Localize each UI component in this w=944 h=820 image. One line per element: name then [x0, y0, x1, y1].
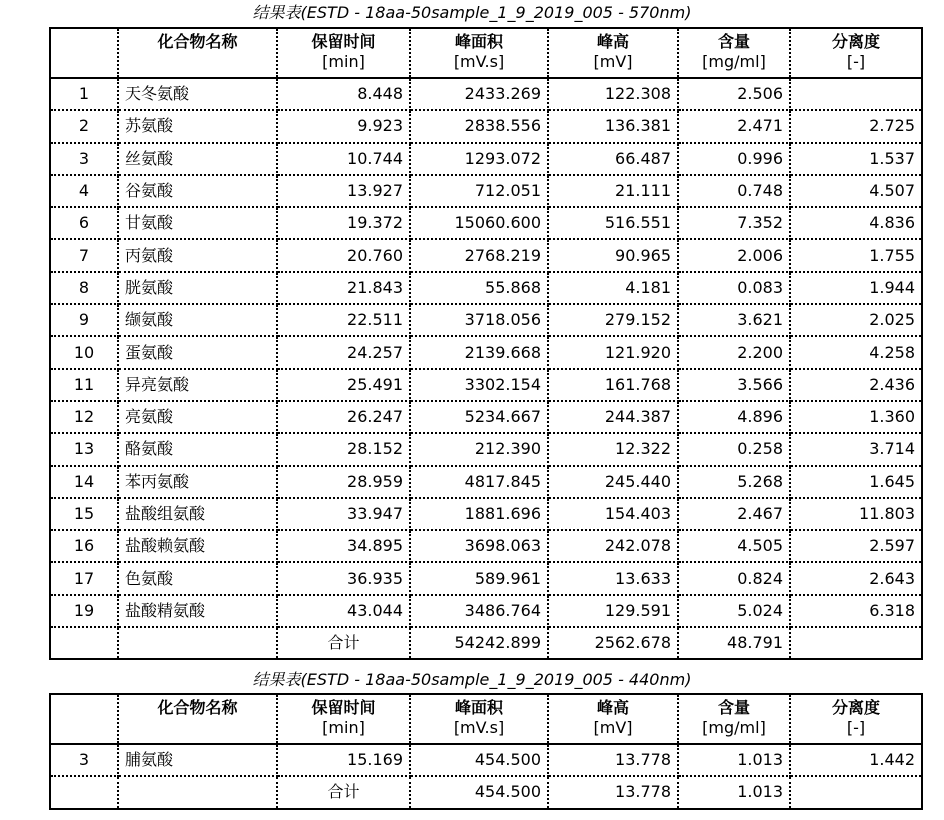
cell-resolution: 1.360 — [790, 401, 922, 433]
cell-retention-time: 21.843 — [277, 272, 410, 304]
cell-amount: 2.467 — [678, 498, 790, 530]
cell-peak-height: 21.111 — [548, 175, 678, 207]
cell-peak-height: 13.778 — [548, 744, 678, 776]
cell-amount: 4.896 — [678, 401, 790, 433]
cell-index: 11 — [50, 369, 118, 401]
table-row — [50, 207, 922, 239]
cell-peak-height: 136.381 — [548, 110, 678, 142]
table-row — [50, 304, 922, 336]
cell-resolution: 4.507 — [790, 175, 922, 207]
total-amount: 1.013 — [678, 776, 790, 808]
header-row — [50, 28, 922, 78]
cell-peak-height: 121.920 — [548, 336, 678, 368]
cell-compound-name: 缬氨酸 — [118, 304, 277, 336]
cell-peak-height: 122.308 — [548, 78, 678, 110]
cell-peak-height: 12.322 — [548, 433, 678, 465]
cell-peak-height: 4.181 — [548, 272, 678, 304]
cell-compound-name: 苏氨酸 — [118, 110, 277, 142]
cell-compound-name: 盐酸组氨酸 — [118, 498, 277, 530]
cell-peak-area: 3302.154 — [410, 369, 548, 401]
total-row — [50, 776, 922, 808]
cell-amount: 0.996 — [678, 143, 790, 175]
cell-resolution: 3.714 — [790, 433, 922, 465]
cell-compound-name: 甘氨酸 — [118, 207, 277, 239]
cell-resolution: 4.258 — [790, 336, 922, 368]
cell-compound-name: 盐酸赖氨酸 — [118, 530, 277, 562]
cell-amount: 2.471 — [678, 110, 790, 142]
cell-compound-name: 色氨酸 — [118, 562, 277, 594]
total-amount: 48.791 — [678, 627, 790, 659]
cell-retention-time: 15.169 — [277, 744, 410, 776]
cell-peak-height: 161.768 — [548, 369, 678, 401]
cell-peak-area: 4817.845 — [410, 466, 548, 498]
cell-index: 7 — [50, 239, 118, 271]
cell-resolution: 2.597 — [790, 530, 922, 562]
total-peak-height: 2562.678 — [548, 627, 678, 659]
header-peak-height: 峰高 [mV] — [548, 694, 678, 744]
table-row — [50, 78, 922, 110]
cell-peak-height: 516.551 — [548, 207, 678, 239]
cell-retention-time: 13.927 — [277, 175, 410, 207]
header-resolution: 分离度 [-] — [790, 28, 922, 78]
cell-amount: 2.006 — [678, 239, 790, 271]
cell-peak-height: 154.403 — [548, 498, 678, 530]
cell-retention-time: 10.744 — [277, 143, 410, 175]
cell-resolution — [790, 776, 922, 808]
table-row — [50, 498, 922, 530]
total-peak-area: 454.500 — [410, 776, 548, 808]
cell-amount: 5.268 — [678, 466, 790, 498]
header-retention-time: 保留时间 [min] — [277, 28, 410, 78]
table-row — [50, 530, 922, 562]
header-peak-area: 峰面积 [mV.s] — [410, 28, 548, 78]
cell-peak-area: 5234.667 — [410, 401, 548, 433]
table-row — [50, 595, 922, 627]
cell-peak-area: 3486.764 — [410, 595, 548, 627]
cell-peak-area: 55.868 — [410, 272, 548, 304]
header-compound-name: 化合物名称 — [118, 694, 277, 744]
header-retention-time: 保留时间 [min] — [277, 694, 410, 744]
cell-compound-name: 胱氨酸 — [118, 272, 277, 304]
cell-compound-name: 天冬氨酸 — [118, 78, 277, 110]
cell-index: 2 — [50, 110, 118, 142]
cell-peak-area: 1881.696 — [410, 498, 548, 530]
table-row — [50, 562, 922, 594]
header-resolution: 分离度 [-] — [790, 694, 922, 744]
cell-peak-height: 242.078 — [548, 530, 678, 562]
table-row — [50, 744, 922, 776]
total-row — [50, 627, 922, 659]
table1-body — [50, 78, 922, 659]
table-row — [50, 110, 922, 142]
cell-compound-name: 亮氨酸 — [118, 401, 277, 433]
cell-amount: 2.200 — [678, 336, 790, 368]
cell-amount: 5.024 — [678, 595, 790, 627]
results-table-570nm — [49, 27, 923, 660]
cell-resolution: 1.944 — [790, 272, 922, 304]
cell-retention-time: 26.247 — [277, 401, 410, 433]
cell-amount: 7.352 — [678, 207, 790, 239]
cell-compound-name — [118, 776, 277, 808]
header-amount: 含量 [mg/ml] — [678, 28, 790, 78]
table-row — [50, 175, 922, 207]
cell-compound-name: 谷氨酸 — [118, 175, 277, 207]
cell-retention-time: 25.491 — [277, 369, 410, 401]
cell-amount: 0.258 — [678, 433, 790, 465]
cell-resolution: 4.836 — [790, 207, 922, 239]
cell-peak-area: 712.051 — [410, 175, 548, 207]
table2-body — [50, 744, 922, 809]
cell-amount: 4.505 — [678, 530, 790, 562]
cell-peak-area: 15060.600 — [410, 207, 548, 239]
cell-compound-name: 丙氨酸 — [118, 239, 277, 271]
cell-index: 6 — [50, 207, 118, 239]
cell-compound-name: 丝氨酸 — [118, 143, 277, 175]
cell-index: 12 — [50, 401, 118, 433]
cell-compound-name: 蛋氨酸 — [118, 336, 277, 368]
cell-retention-time: 33.947 — [277, 498, 410, 530]
header-peak-height: 峰高 [mV] — [548, 28, 678, 78]
cell-peak-area: 2838.556 — [410, 110, 548, 142]
cell-resolution: 2.725 — [790, 110, 922, 142]
cell-resolution: 1.645 — [790, 466, 922, 498]
cell-resolution: 2.436 — [790, 369, 922, 401]
cell-retention-time: 9.923 — [277, 110, 410, 142]
cell-retention-time: 8.448 — [277, 78, 410, 110]
cell-compound-name: 异亮氨酸 — [118, 369, 277, 401]
cell-retention-time: 28.152 — [277, 433, 410, 465]
table-row — [50, 401, 922, 433]
cell-peak-area: 212.390 — [410, 433, 548, 465]
cell-amount: 3.621 — [678, 304, 790, 336]
table-row — [50, 369, 922, 401]
cell-resolution: 6.318 — [790, 595, 922, 627]
cell-retention-time: 19.372 — [277, 207, 410, 239]
cell-retention-time: 22.511 — [277, 304, 410, 336]
cell-peak-area: 1293.072 — [410, 143, 548, 175]
total-peak-area: 54242.899 — [410, 627, 548, 659]
header-compound-name: 化合物名称 — [118, 28, 277, 78]
cell-index: 19 — [50, 595, 118, 627]
header-index — [50, 694, 118, 744]
cell-index: 14 — [50, 466, 118, 498]
header-amount: 含量 [mg/ml] — [678, 694, 790, 744]
cell-peak-height: 66.487 — [548, 143, 678, 175]
cell-index: 1 — [50, 78, 118, 110]
cell-resolution: 1.537 — [790, 143, 922, 175]
cell-index: 10 — [50, 336, 118, 368]
cell-compound-name: 苯丙氨酸 — [118, 466, 277, 498]
cell-peak-height: 279.152 — [548, 304, 678, 336]
table-row — [50, 336, 922, 368]
header-peak-area: 峰面积 [mV.s] — [410, 694, 548, 744]
cell-index: 3 — [50, 143, 118, 175]
cell-peak-area: 2433.269 — [410, 78, 548, 110]
table1-caption: 结果表(ESTD - 18aa-50sample_1_9_2019_005 - 570nm) — [252, 3, 692, 22]
cell-index: 15 — [50, 498, 118, 530]
cell-resolution: 11.803 — [790, 498, 922, 530]
cell-index: 8 — [50, 272, 118, 304]
cell-resolution: 1.442 — [790, 744, 922, 776]
total-label: 合计 — [277, 776, 410, 808]
table-row — [50, 433, 922, 465]
table-row — [50, 239, 922, 271]
cell-peak-area: 3698.063 — [410, 530, 548, 562]
cell-compound-name: 脯氨酸 — [118, 744, 277, 776]
cell-resolution: 2.643 — [790, 562, 922, 594]
cell-compound-name — [118, 627, 277, 659]
cell-index — [50, 627, 118, 659]
cell-compound-name: 盐酸精氨酸 — [118, 595, 277, 627]
cell-retention-time: 36.935 — [277, 562, 410, 594]
cell-amount: 3.566 — [678, 369, 790, 401]
table2-caption: 结果表(ESTD - 18aa-50sample_1_9_2019_005 - 440nm) — [252, 670, 692, 689]
cell-peak-area: 3718.056 — [410, 304, 548, 336]
cell-resolution: 1.755 — [790, 239, 922, 271]
total-label: 合计 — [277, 627, 410, 659]
cell-compound-name: 酪氨酸 — [118, 433, 277, 465]
cell-peak-height: 129.591 — [548, 595, 678, 627]
cell-retention-time: 43.044 — [277, 595, 410, 627]
cell-resolution: 2.025 — [790, 304, 922, 336]
cell-peak-height: 245.440 — [548, 466, 678, 498]
cell-peak-area: 589.961 — [410, 562, 548, 594]
cell-index: 16 — [50, 530, 118, 562]
cell-amount: 0.083 — [678, 272, 790, 304]
cell-amount: 2.506 — [678, 78, 790, 110]
cell-amount: 0.824 — [678, 562, 790, 594]
cell-resolution — [790, 78, 922, 110]
table-row — [50, 143, 922, 175]
cell-index: 3 — [50, 744, 118, 776]
cell-peak-area: 2139.668 — [410, 336, 548, 368]
table-row — [50, 272, 922, 304]
cell-retention-time: 34.895 — [277, 530, 410, 562]
cell-retention-time: 28.959 — [277, 466, 410, 498]
cell-amount: 0.748 — [678, 175, 790, 207]
total-peak-height: 13.778 — [548, 776, 678, 808]
cell-peak-height: 244.387 — [548, 401, 678, 433]
table-row — [50, 466, 922, 498]
cell-index: 4 — [50, 175, 118, 207]
cell-retention-time: 24.257 — [277, 336, 410, 368]
results-table-440nm — [49, 693, 923, 810]
cell-index: 9 — [50, 304, 118, 336]
cell-index: 13 — [50, 433, 118, 465]
cell-peak-height: 13.633 — [548, 562, 678, 594]
cell-index: 17 — [50, 562, 118, 594]
header-index — [50, 28, 118, 78]
cell-index — [50, 776, 118, 808]
cell-peak-area: 454.500 — [410, 744, 548, 776]
header-row — [50, 694, 922, 744]
cell-peak-height: 90.965 — [548, 239, 678, 271]
cell-retention-time: 20.760 — [277, 239, 410, 271]
cell-peak-area: 2768.219 — [410, 239, 548, 271]
cell-amount: 1.013 — [678, 744, 790, 776]
cell-resolution — [790, 627, 922, 659]
